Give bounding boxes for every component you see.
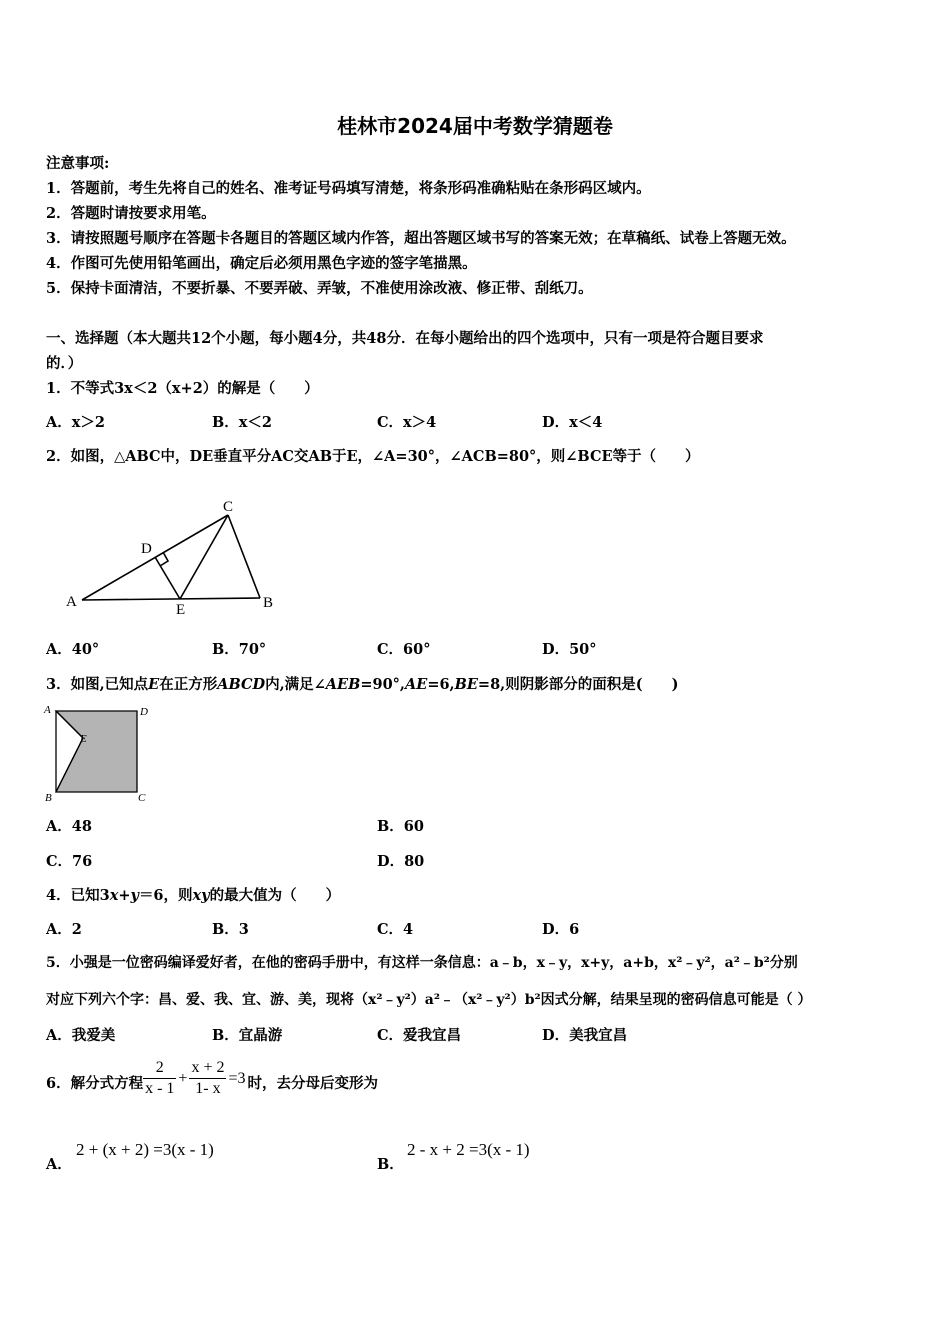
label-b: B: [263, 595, 274, 611]
label-b: B: [45, 792, 52, 804]
q6-option-a-label: A．: [46, 1156, 72, 1173]
q4-option-a: A．2: [46, 921, 82, 938]
q2-option-a: A．40°: [46, 641, 100, 658]
q2-triangle-figure: [60, 490, 290, 620]
q2-option-d: D．50°: [542, 641, 597, 658]
q4-option-d: D．6: [542, 921, 580, 938]
q4-option-c: C．4: [377, 921, 414, 938]
page-title: 桂林市2024届中考数学猜题卷: [337, 114, 613, 138]
q3-option-a: A．48: [46, 818, 92, 835]
question-1-stem: 1．不等式3x＜2（x+2）的解是（ ）: [46, 380, 319, 397]
q5-option-d: D．美我宜昌: [542, 1027, 628, 1044]
q1-option-a: A．x＞2: [46, 414, 105, 431]
q3-option-b: B．60: [377, 818, 424, 835]
question-4-stem: 4．已知3x+y＝6，则xy的最大值为（ ）: [46, 887, 341, 904]
q6-option-a-expression: 2 + (x + 2) =3(x - 1): [76, 1140, 214, 1159]
label-c: C: [223, 499, 234, 515]
question-3-stem: 3．如图,已知点E在正方形ABCD内,满足∠AEB=90°,AE=6,BE=8,则阴影部分的面积是( ): [46, 676, 679, 693]
q5-option-c: C．爱我宜昌: [377, 1027, 462, 1044]
q2-option-c: C．60°: [377, 641, 431, 658]
question-5-stem-cont: 对应下列六个字：昌、爱、我、宜、游、美，现将（x²﹣y²）a²﹣（x²﹣y²）b²因式分解，结果呈现的密码信息可能是（ ）: [46, 992, 812, 1008]
q3-option-c: C．76: [46, 853, 93, 870]
q1-option-c: C．x＞4: [377, 414, 437, 431]
q1-option-b: B．x＜2: [212, 414, 272, 431]
q2-option-b: B．70°: [212, 641, 267, 658]
label-e: E: [176, 602, 186, 618]
q4-option-b: B．3: [212, 921, 249, 938]
q6-option-b-expression: 2 - x + 2 =3(x - 1): [407, 1140, 530, 1159]
question-5-stem: 5．小强是一位密码编译爱好者，在他的密码手册中，有这样一条信息：a﹣b，x﹣y，x+y，a+b，x²﹣y²，a²﹣b²分别: [46, 955, 798, 971]
question-6-stem: 6．解分式方程 $\frac{2}{x - 1}$ + $\frac{x + 2}{1- x}$ =3 时，去分母后变形为: [46, 1059, 379, 1097]
label-a: A: [66, 594, 77, 610]
fraction-1: $\frac{2}{x - 1}$: [145, 1059, 175, 1097]
label-d: D: [140, 706, 148, 718]
q3-option-d: D．80: [377, 853, 425, 870]
notice-item: 4．作图可先使用铅笔画出，确定后必须用黑色字迹的签字笔描黑。: [46, 255, 477, 272]
fraction-2: $\frac{x + 2}{1- x}$: [191, 1059, 225, 1097]
notice-item: 5．保持卡面清洁，不要折暴、不要弄破、弄皱，不准使用涂改液、修正带、刮纸刀。: [46, 280, 593, 297]
section-heading: 一、选择题（本大题共12个小题，每小题4分，共48分．在每小题给出的四个选项中，只有一项是符合题目要求: [46, 330, 764, 347]
notice-item: 3．请按照题号顺序在答题卡各题目的答题区域内作答，超出答题区域书写的答案无效；在草稿纸、试卷上答题无效。: [46, 230, 796, 247]
label-e: E: [80, 733, 87, 745]
q6-option-b-label: B．: [377, 1156, 404, 1173]
label-c: C: [138, 792, 146, 804]
notice-item: 1．答题前，考生先将自己的姓名、准考证号码填写清楚，将条形码准确粘贴在条形码区域内。: [46, 180, 651, 197]
label-d: D: [141, 541, 152, 557]
q1-option-d: D．x＜4: [542, 414, 603, 431]
notice-item: 2．答题时请按要求用笔。: [46, 205, 216, 222]
q5-option-a: A．我爱美: [46, 1027, 116, 1044]
notice-heading: 注意事项:: [46, 155, 110, 172]
question-2-stem: 2．如图，△ABC中，DE垂直平分AC交AB于E，∠A=30°，∠ACB=80°，则∠BCE等于（ ）: [46, 448, 700, 465]
q5-option-b: B．宜晶游: [212, 1027, 283, 1044]
section-heading-cont: 的．）: [46, 355, 83, 372]
label-a: A: [44, 704, 51, 716]
q3-square-figure: [40, 700, 160, 810]
